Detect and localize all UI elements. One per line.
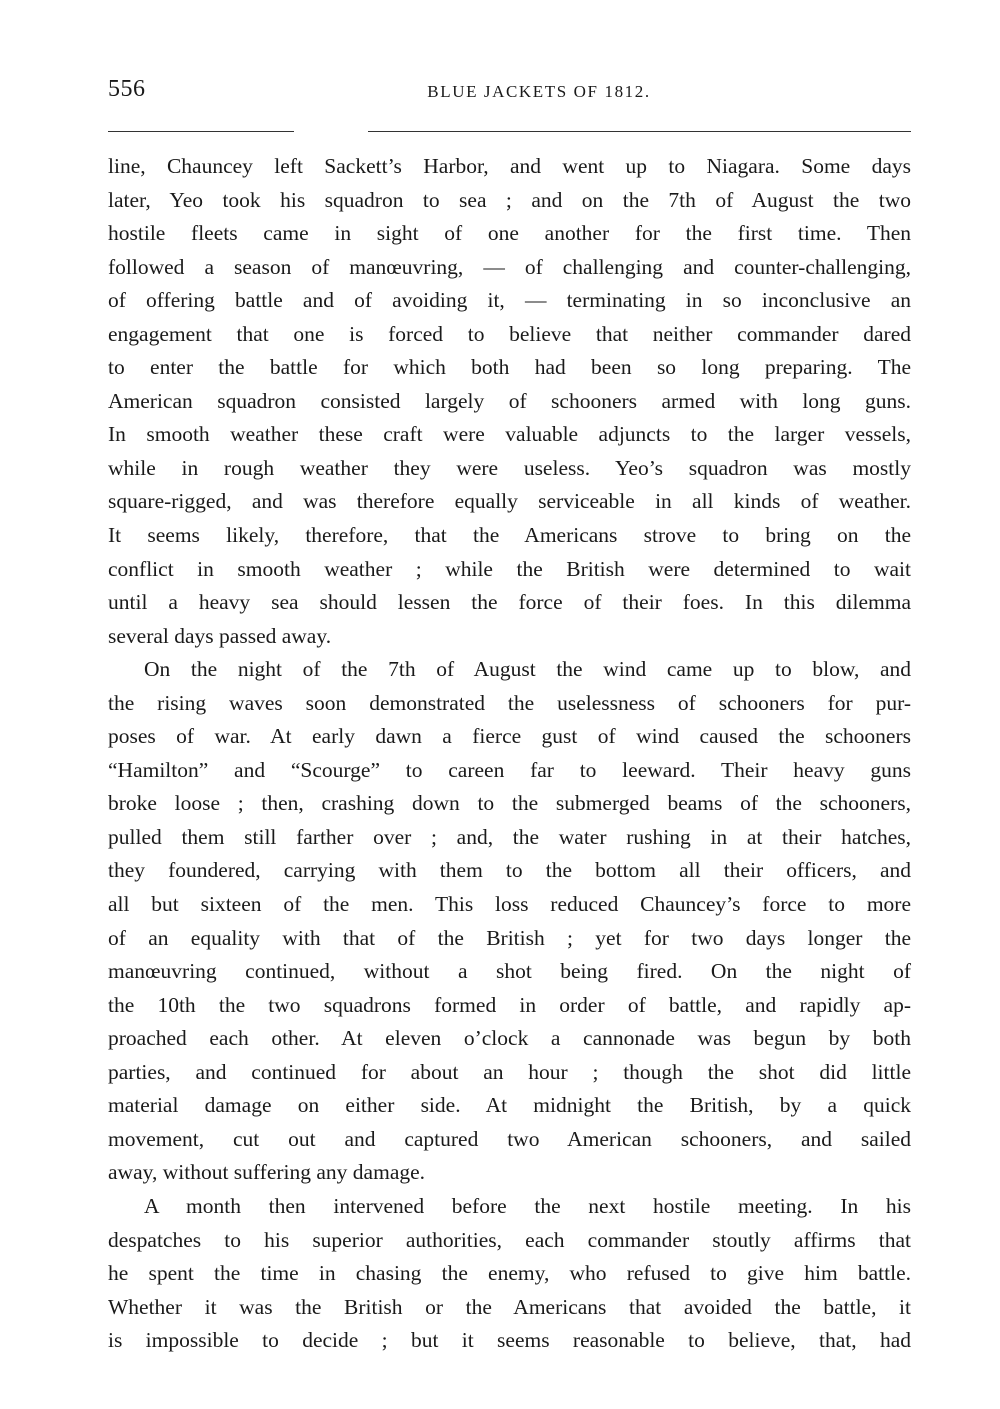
text-line: parties, and continued for about an hour ; though the shot did little [108,1059,911,1084]
paragraph-2 [108,653,911,1190]
text-line: It seems likely, therefore, that the Americans strove to bring on the [108,523,911,548]
running-title: BLUE JACKETS OF 1812. [427,82,651,101]
body-text [108,150,911,1358]
text-line: followed a season of manœuvring, — of challenging and counter-challenging, [108,254,911,279]
text-line: square-rigged, and was therefore equally serviceable in all kinds of weather. [108,489,911,514]
text-line: the 10th the two squadrons formed in order of battle, and rapidly ap- [108,992,911,1017]
text-line: broke loose ; then, crashing down to the submerged beams of the schooners, [108,791,911,816]
text-line: In smooth weather these craft were valuable adjuncts to the larger vessels, [108,422,911,447]
paragraph-1 [108,150,911,653]
text-line: they foundered, carrying with them to the bottom all their officers, and [108,858,911,883]
text-line: American squadron consisted largely of schooners armed with long guns. [108,388,911,413]
text-line: away, without suffering any damage. [108,1160,426,1185]
page-header [108,76,910,116]
header-rule-left [108,131,294,132]
text-line: conflict in smooth weather ; while the British were determined to wait [108,556,911,581]
text-line: engagement that one is forced to believe that neither commander dared [108,321,911,346]
text-line: manœuvring continued, without a shot being fired. On the night of [108,959,911,984]
text-line: proached each other. At eleven o’clock a cannonade was begun by both [108,1026,911,1051]
text-line: Whether it was the British or the Americans that avoided the battle, it [108,1294,911,1319]
text-line: while in rough weather they were useless. Yeo’s squadron was mostly [108,455,911,480]
text-line: of an equality with that of the British ; yet for two days longer the [108,925,911,950]
text-line: A month then intervened before the next hostile meeting. In his [144,1193,911,1218]
text-line: he spent the time in chasing the enemy, who refused to give him battle. [108,1261,911,1286]
text-line: to enter the battle for which both had been so long preparing. The [108,355,911,380]
text-line: hostile fleets came in sight of one another for the first time. Then [108,221,911,246]
text-line: several days passed away. [108,623,332,648]
text-line: all but sixteen of the men. This loss reduced Chauncey’s force to more [108,892,911,917]
text-line: pulled them still farther over ; and, the water rushing in at their hatches, [108,824,911,849]
text-line: movement, cut out and captured two American schooners, and sailed [108,1126,911,1151]
page-number: 556 [108,76,146,102]
text-line: “Hamilton” and “Scourge” to careen far to leeward. Their heavy guns [108,757,911,782]
text-line: despatches to his superior authorities, each commander stoutly affirms that [108,1227,911,1252]
text-line: line, Chauncey left Sackett’s Harbor, and went up to Niagara. Some days [108,154,911,178]
paragraph-3 [108,1190,911,1358]
text-line: later, Yeo took his squadron to sea ; and on the 7th of August the two [108,187,911,212]
text-line: poses of war. At early dawn a fierce gust of wind caused the schooners [108,724,911,749]
text-line: the rising waves soon demonstrated the uselessness of schooners for pur- [108,690,911,715]
text-line: of offering battle and of avoiding it, — terminating in so inconclusive an [108,288,911,313]
text-line: is impossible to decide ; but it seems reasonable to believe, that, had [108,1328,911,1353]
text-line: material damage on either side. At midnight the British, by a quick [108,1093,911,1118]
header-rule-right [368,131,911,132]
text-line: until a heavy sea should lessen the force of their foes. In this dilemma [108,590,911,615]
text-line: On the night of the 7th of August the wind came up to blow, and [144,657,911,682]
